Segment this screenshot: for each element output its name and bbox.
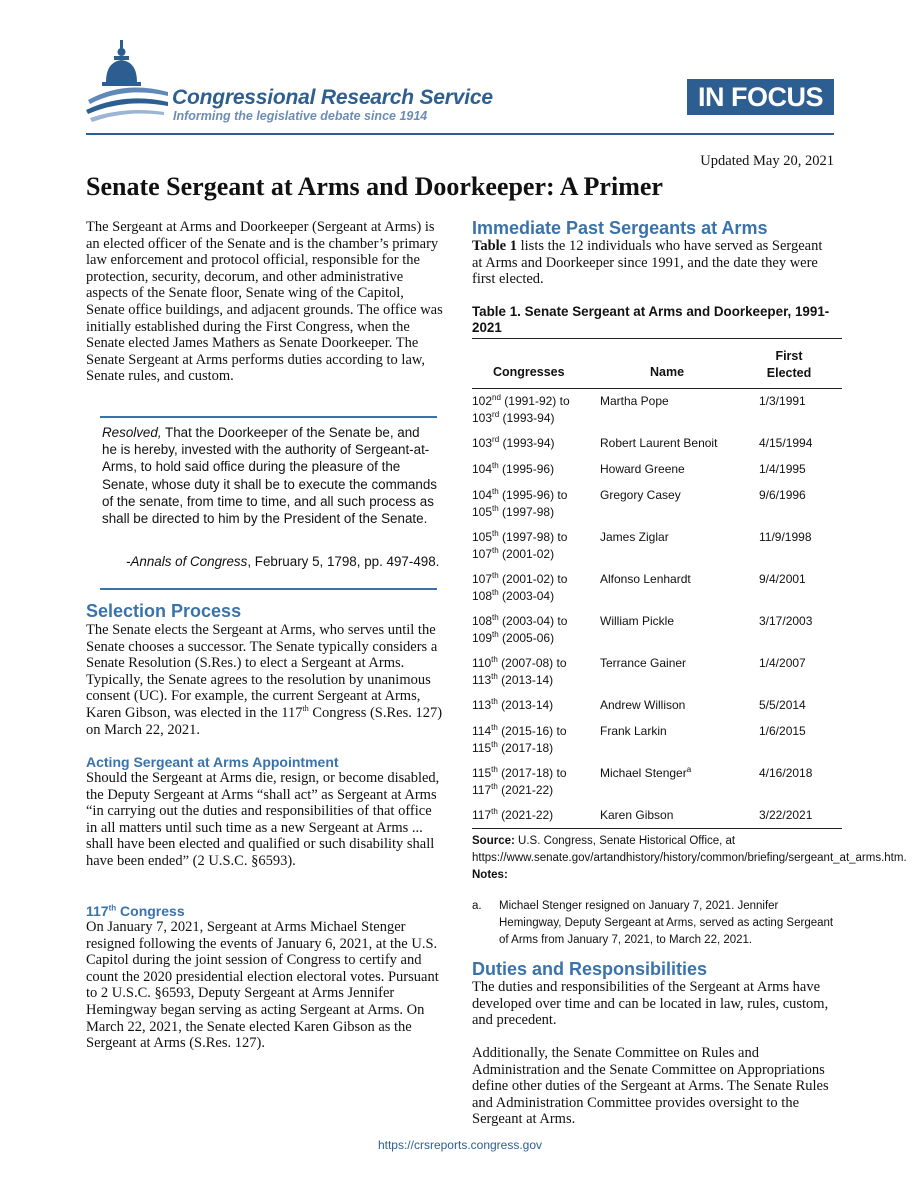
th-name: Name: [650, 365, 685, 379]
cell-date: 1/4/1995: [759, 462, 806, 476]
header-divider: [86, 133, 834, 135]
cell-date: 4/15/1994: [759, 436, 813, 450]
congress117-heading: [86, 903, 446, 919]
cell-congresses: 105th (1997-98) to 107th (2001-02): [472, 529, 568, 561]
table-rule-bottom: [472, 828, 842, 829]
cell-name: Gregory Casey: [600, 488, 681, 502]
source-text: U.S. Congress, Senate Historical Office, at https://www.senate.gov/artandhistory/history/common/briefing/sergeant_at_arms.htm.: [472, 835, 907, 864]
note-ref: a: [686, 765, 692, 774]
quote-text: [102, 424, 437, 527]
cell-date: 3/17/2003: [759, 614, 813, 628]
quote-cite-title: -Annals of Congress: [126, 554, 248, 569]
capitol-dome-logo: [84, 40, 170, 124]
cell-congresses: 115th (2017-18) to 117th (2021-22): [472, 765, 567, 797]
updated-date: Updated May 20, 2021: [700, 153, 834, 169]
acting-heading: Acting Sergeant at Arms Appointment: [86, 754, 339, 770]
cell-date: 4/16/2018: [759, 766, 813, 780]
cell-congresses: 103rd (1993-94): [472, 435, 555, 450]
selection-sup: th: [302, 704, 309, 714]
org-tagline: Informing the legislative debate since 1914: [173, 109, 428, 123]
cell-congresses: 107th (2001-02) to 108th (2003-04): [472, 571, 568, 603]
congress117-rest: Congress: [116, 903, 185, 919]
quote-citation: [126, 554, 439, 569]
cell-date: 1/4/2007: [759, 656, 806, 670]
th-elected: Elected: [766, 366, 812, 380]
congress117-sup: th: [108, 903, 117, 913]
cell-name: Howard Greene: [600, 462, 685, 476]
cell-name: Robert Laurent Benoit: [600, 436, 718, 450]
th-congresses: Congresses: [493, 365, 565, 379]
org-name: Congressional Research Service: [172, 86, 493, 109]
source-label: Source:: [472, 835, 515, 847]
notes-label: Notes:: [472, 869, 508, 881]
th-first: First: [775, 349, 803, 363]
cell-name: Frank Larkin: [600, 724, 667, 738]
cell-name: James Ziglar: [600, 530, 669, 544]
selection-text-a: The Senate elects the Sergeant at Arms, who serves until the Senate chooses a successor. The Senate typically considers a Senate Resolution (S.Res.) to elect a Sergeant at Arms. Typically, the Senate agrees to the resolution by unanimous consent (UC). For example, the current Sergeant at Arms, Karen Gibson, was elected in the 117: [86, 622, 438, 721]
note-marker: a.: [472, 900, 482, 912]
cell-date: 5/5/2014: [759, 698, 806, 712]
cell-name: Alfonso Lenhardt: [600, 572, 691, 586]
cell-name: Martha Pope: [600, 394, 669, 408]
duties-heading: Duties and Responsibilities: [472, 959, 708, 979]
cell-name: William Pickle: [600, 614, 675, 628]
quote-resolved: Resolved,: [102, 425, 162, 440]
cell-name: Karen Gibson: [600, 808, 674, 822]
quote-body: That the Doorkeeper of the Senate be, and he is hereby, invested with the authority of Sergeant-at-Arms, to hold said office during the pleasure of the Senate, whose duty it shall be to execute the commands of the senate, from time to time, and all such process as shall be directed to him by the President of the Senate.: [102, 425, 437, 527]
resolution-quote: [100, 416, 440, 590]
table-source: [472, 833, 907, 884]
cell-date: 3/22/2021: [759, 808, 813, 822]
past-table-ref: Table 1: [472, 238, 517, 254]
duties-paragraph-2: Additionally, the Senate Committee on Rules and Administration and the Senate Committee on Appropriations define other duties of the Sergeant at Arms. The Senate Rules and Administration Committee provides oversight to the Sergeant at Arms.: [472, 1045, 829, 1128]
table-rule-header: [472, 388, 842, 389]
table-caption: Table 1. Senate Sergeant at Arms and Doorkeeper, 1991-2021: [472, 304, 830, 335]
table-rule-top: [472, 338, 842, 339]
intro-paragraph: The Sergeant at Arms and Doorkeeper (Sergeant at Arms) is an elected officer of the Senate and is the chamber’s primary law enforcement and protocol official, responsible for the protection, security, decorum, and other administrative aspects of the Senate floor, Senate wing of the Capitol, Senate office buildings, and adjacent grounds. The office was initially established during the First Congress, when the Senate elected James Mathers as Senate Doorkeeper. The Senate Sergeant at Arms performs duties according to law, Senate rules, and custom.: [86, 219, 443, 385]
cell-date: 11/9/1998: [759, 530, 812, 544]
in-focus-badge: IN FOCUS: [687, 79, 834, 115]
cell-congresses: 108th (2003-04) to 109th (2005-06): [472, 613, 568, 645]
cell-name: Andrew Willison: [600, 698, 686, 712]
cell-date: 1/6/2015: [759, 724, 806, 738]
congress117-num: 117: [86, 903, 109, 919]
cell-congresses: 114th (2015-16) to 115th (2017-18): [472, 723, 567, 755]
acting-paragraph: Should the Sergeant at Arms die, resign, or become disabled, the Deputy Sergeant at Arms “shall act” as Sergeant at Arms “in carrying out the duties and responsibilities of that office in all matters until such time as a new Sergeant at Arms ... shall have been elected and qualified or such disability shall have been ended” (2 U.S.C. §6593).: [86, 770, 440, 869]
footer-link[interactable]: https://crsreports.congress.gov: [377, 1138, 543, 1152]
cell-date: 1/3/1991: [759, 394, 806, 408]
cell-congresses: 117th (2021-22): [472, 807, 554, 822]
cell-date: 9/6/1996: [759, 488, 806, 502]
past-heading: Immediate Past Sergeants at Arms: [472, 218, 768, 238]
selection-text-b: Congress (S.Res. 127) on March 22, 2021.: [86, 704, 443, 738]
past-text: lists the 12 individuals who have served as Sergeant at Arms and Doorkeeper since 1991, and the date they were first elected.: [472, 238, 823, 288]
selection-heading: Selection Process: [86, 601, 242, 621]
cell-congresses: 113th (2013-14): [472, 697, 554, 712]
past-paragraph: [472, 238, 834, 288]
page-title: Senate Sergeant at Arms and Doorkeeper: A Primer: [86, 172, 663, 201]
capitol-dome-icon: [84, 40, 170, 124]
cell-congresses: 102nd (1991-92) to 103rd (1993-94): [472, 393, 570, 425]
duties-paragraph-1: The duties and responsibilities of the Sergeant at Arms have developed over time and can be located in law, rules, custom, and precedent.: [472, 979, 829, 1029]
congress117-paragraph: On January 7, 2021, Sergeant at Arms Michael Stenger resigned following the events of January 6, 2021, at the U.S. Capitol during the joint session of Congress to certify and count the 2020 presidential election electoral votes. Pursuant to 2 U.S.C. §6593, Deputy Sergeant at Arms Jennifer Hemingway began serving as acting Sergeant at Arms. On March 22, 2021, the Senate elected Karen Gibson as the Sergeant at Arms (S.Res. 127).: [86, 919, 439, 1052]
cell-name: Terrance Gainer: [600, 656, 687, 670]
cell-congresses: 104th (1995-96): [472, 461, 555, 476]
cell-name: Michael Stenger$^a$: [600, 765, 692, 780]
note-text: Michael Stenger resigned on January 7, 2021. Jennifer Hemingway, Deputy Sergeant at Arms, served as acting Sergeant of Arms from January 7, 2021, to March 22, 2021.: [499, 900, 834, 946]
selection-paragraph: [86, 622, 446, 738]
cell-congresses: 110th (2007-08) to 113th (2013-14): [472, 655, 567, 687]
quote-cite-rest: , February 5, 1798, pp. 497-498.: [247, 554, 440, 569]
cell-date: 9/4/2001: [759, 572, 806, 586]
cell-congresses: 104th (1995-96) to 105th (1997-98): [472, 487, 568, 519]
